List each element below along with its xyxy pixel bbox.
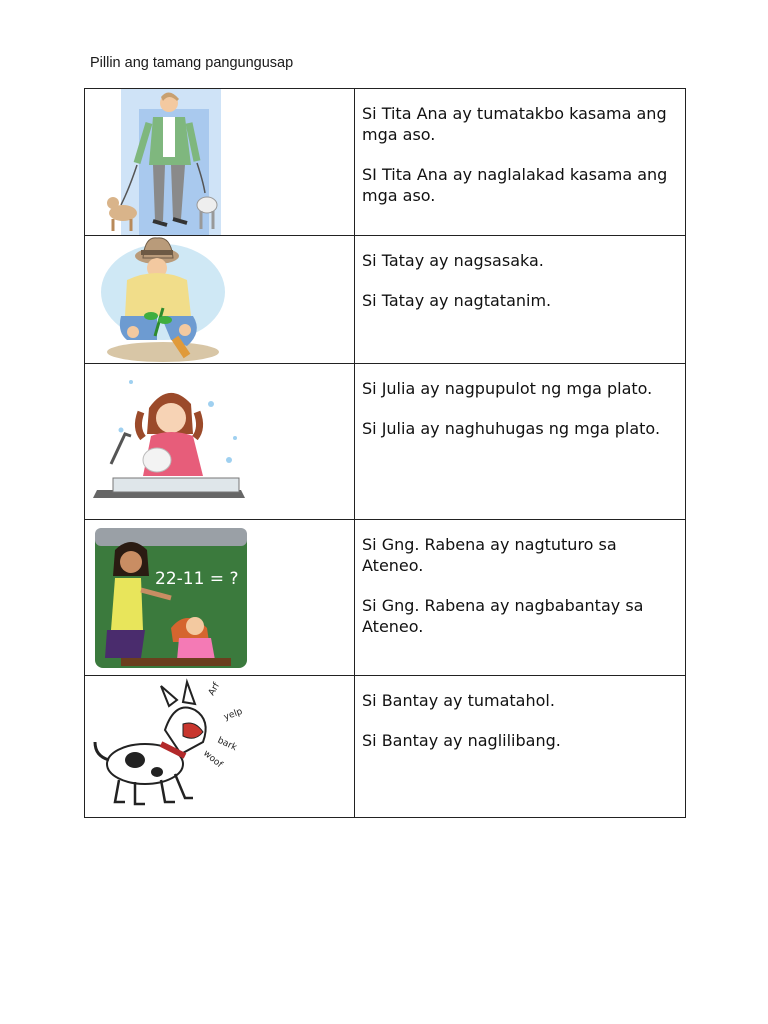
- board-text: 22-11 = ?: [155, 569, 239, 589]
- table-row: [84, 364, 686, 520]
- bark-word: woof: [201, 748, 225, 771]
- sentence-options: [355, 520, 686, 675]
- sentence-option-b[interactable]: Si Gng. Rabena ay nagbabantay sa Ateneo.: [362, 596, 644, 636]
- picture-cell: [84, 89, 355, 235]
- sentence-option-a[interactable]: Si Bantay ay tumatahol.: [362, 691, 555, 710]
- picture-cell: [84, 676, 355, 817]
- worksheet-table: [84, 88, 686, 818]
- sentence-options: [355, 236, 686, 363]
- girl-washing-dishes-icon: [91, 364, 251, 519]
- sentence-option-a[interactable]: Si Julia ay nagpupulot ng mga plato.: [362, 379, 653, 398]
- table-row: [84, 88, 686, 236]
- sentence-option-b[interactable]: SI Tita Ana ay naglalakad kasama ang mga aso.: [362, 165, 668, 205]
- sentence-options: [355, 676, 686, 817]
- table-row: [84, 236, 686, 364]
- table-row: [84, 676, 686, 818]
- bark-word: Arf: [206, 681, 223, 698]
- bark-word: bark: [215, 735, 239, 754]
- sentence-options: [355, 364, 686, 519]
- sentence-option-a[interactable]: Si Tatay ay nagsasaka.: [362, 251, 544, 270]
- teacher-at-chalkboard-icon: [91, 520, 251, 675]
- sentence-option-b[interactable]: Si Tatay ay nagtatanim.: [362, 291, 552, 310]
- table-row: [84, 520, 686, 676]
- barking-dog-icon: [91, 676, 251, 817]
- farmer-planting-icon: [91, 236, 231, 363]
- instruction-text: Pillin ang tamang pangungusap: [90, 55, 294, 71]
- bark-word: yelp: [222, 706, 244, 723]
- picture-cell: [84, 236, 355, 363]
- sentence-options: [355, 89, 686, 235]
- picture-cell: [84, 364, 355, 519]
- sentence-option-a[interactable]: Si Tita Ana ay tumatakbo kasama ang mga aso.: [362, 104, 667, 144]
- sentence-option-b[interactable]: Si Bantay ay naglilibang.: [362, 731, 561, 750]
- sentence-option-a[interactable]: Si Gng. Rabena ay nagtuturo sa Ateneo.: [362, 535, 617, 575]
- picture-cell: [84, 520, 355, 675]
- sentence-option-b[interactable]: Si Julia ay naghuhugas ng mga plato.: [362, 419, 661, 438]
- woman-walking-dogs-icon: [91, 89, 241, 235]
